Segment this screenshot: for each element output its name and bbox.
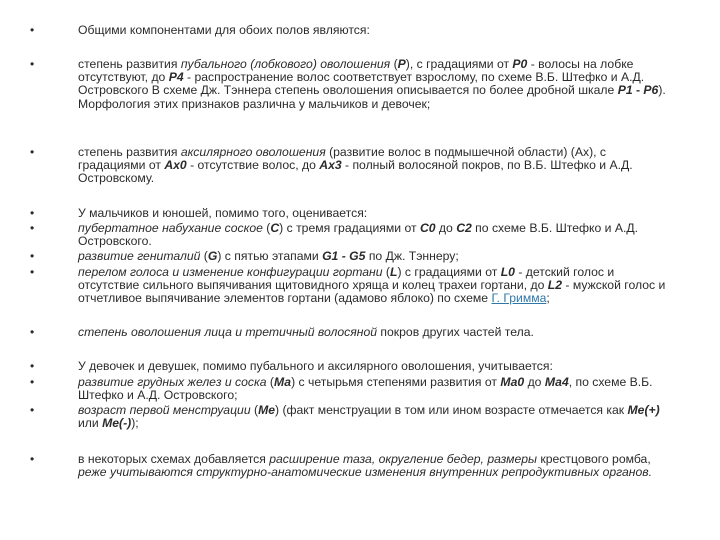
body-text: ( [250,403,259,417]
body-text: ) с пятью этапами [217,249,323,263]
list-item-text [78,207,668,220]
body-text: до [524,375,545,389]
emphasis-text: перелом голоса и изменение конфигурации гортани [78,265,383,279]
bullet-icon: • [30,359,35,373]
body-text: ( [266,375,274,389]
list-item-text [78,453,668,479]
body-text: - отсутствие волос, до [186,158,320,173]
notation-text: С2 [456,221,472,235]
body-text: - распространение волос соответствует взрослому, по схеме В.Б. Штефко и А.Д. Островского В схеме Дж. Тэннера степень оволошения описывается по более дробной шкале [78,70,645,98]
body-text: У мальчиков и юношей, помимо того, оценивается: [78,206,368,220]
bullet-icon: • [30,325,35,339]
body-text: - мужской голос и отчетливое выпячивание элементов гортани (адамово яблоко) по схеме [78,278,666,306]
bullet-icon: • [30,57,35,71]
notation-text: Р1 - Р6 [617,83,659,98]
body-text: степень развития [78,145,181,159]
body-text: ( [382,265,390,279]
body-text: или [78,416,103,431]
emphasis-text: развитие грудных желез и соска [78,375,267,389]
notation-text: С0 [419,221,436,235]
body-text: ); [131,416,139,431]
notation-text: Ма4 [544,375,569,389]
list-item-text [78,376,668,402]
notation-text: Ах0 [164,158,187,173]
notation-text: С [270,221,280,235]
notation-text: Ме(-) [102,416,132,431]
emphasis-text: расширение таза, округление бедер, размеры [269,452,538,466]
emphasis-text: пубертатное набухание соское [78,221,263,235]
bullet-icon: • [30,452,35,466]
body-text: ) с градациями от [397,265,501,279]
body-text: по схеме В.Б. Штефко и А.Д. Островского. [78,221,639,249]
list-item-text [78,326,668,339]
author-link[interactable]: Г. Гримма [491,291,547,306]
body-text: - полный волосяной покров, по В.Б. Штефко и А.Д. Островскому. [78,158,633,186]
body-text: У девочек и девушек, помимо пубального и аксилярного оволошения, учитывается: [78,359,553,373]
notation-text: L2 [547,278,562,293]
body-text: до [435,221,457,235]
notation-text: Р0 [512,57,528,71]
body-text: по Дж. Тэннеру; [365,249,459,263]
body-text: ) (факт менструации в том или ином возрасте отмечается как [275,403,628,417]
bullet-icon: • [30,23,35,37]
list-item-text [78,266,668,306]
notation-text: Ме(+) [627,403,660,417]
body-text: - детский голос и отсутствие сильного выпячивания щитовидного хряща и колец трахеи гортани, до [78,265,615,293]
body-text: в некоторых схемах добавляется [78,452,270,466]
notation-text: Р4 [168,70,184,85]
body-text: ; [546,291,550,306]
notation-text: L [390,265,398,279]
emphasis-text: возраст первой менструации [78,403,251,417]
body-text: (развитие волос в подмышечной области) ( [325,145,575,159]
emphasis-text: степень оволошения лица и третичный волосяной [78,325,378,339]
emphasis-text: аксилярного оволошения [180,145,326,159]
body-text: покров других частей тела. [377,325,534,339]
body-text: ( [390,57,398,71]
notation-text: Ма [274,375,292,389]
notation-text: Ах3 [319,158,342,173]
body-text: ), с градациями от [405,57,513,71]
bullet-icon: • [30,145,35,159]
body-text: ), с градациями от [78,145,607,173]
body-text: ) с тремя градациями от [279,221,420,235]
body-text: , по схеме В.Б. Штефко и А.Д. Островского; [78,375,653,403]
bullet-icon: • [30,265,35,279]
bullet-icon: • [30,375,35,389]
body-text: - волосы на лобке отсутствуют, до [78,57,634,85]
body-text: степень развития [78,57,181,71]
bullet-icon: • [30,403,35,417]
bullet-icon: • [30,221,35,235]
notation-text: G [207,249,218,263]
list-item-text [78,58,668,111]
body-text: крестцового ромба, [537,452,651,466]
list-item-text [78,250,668,263]
list-item-text [78,222,668,248]
notation-text: L0 [500,265,515,279]
body-text: Общими компонентами для обоих полов являются: [78,23,370,37]
list-item-text [78,146,668,186]
notation-text: Ма0 [500,375,525,389]
body-text: Ах [574,145,590,159]
list-item-text [78,24,668,37]
body-text: ( [200,249,208,263]
notation-text: G1 - G5 [322,249,366,263]
body-text: ) с четырьмя степенями развития от [291,375,501,389]
bullet-icon: • [30,206,35,220]
emphasis-text: пубального (лобкового) оволошения [180,57,391,71]
list-item-text [78,404,668,430]
notation-text: Ме [258,403,275,417]
emphasis-text: реже учитываются структурно-анатомические изменения внутренних репродуктивных органов. [78,465,653,480]
list-item-text [78,360,668,373]
body-text: ). Морфология этих признаков различна у мальчиков и девочек; [78,83,666,111]
body-text: ( [262,221,271,235]
bullet-icon: • [30,249,35,263]
emphasis-text: развитие гениталий [78,249,201,263]
notation-text: Р [397,57,406,71]
